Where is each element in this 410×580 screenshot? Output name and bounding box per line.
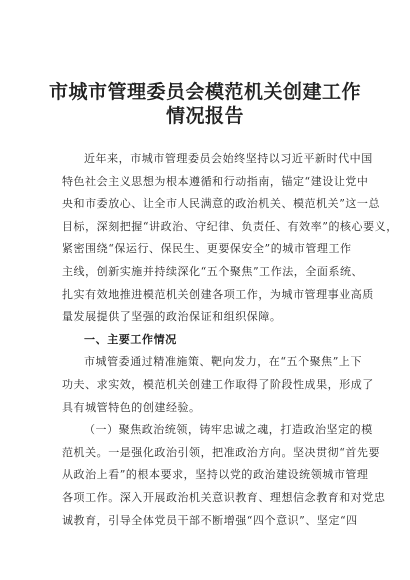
document-body	[62, 148, 398, 532]
body-line: 市城管委通过精准施策、靶向发力，在“五个聚焦”上下	[84, 355, 362, 369]
document-title-line-2: 情况报告	[165, 105, 244, 127]
body-line: 具有城管特色的创建经验。	[62, 400, 201, 414]
subsection-line: （一）聚焦政治统领，铸牢忠诚之魂，打造政治坚定的模	[84, 423, 373, 437]
document-title-line-1: 市城市管理委员会模范机关创建工作	[48, 81, 361, 103]
section-heading: 一、主要工作情况	[84, 332, 177, 346]
body-line: 量发展提供了坚强的政治保证和组织保障。	[62, 310, 282, 324]
body-line: 各项工作。深入开展政治机关意识教育、理想信念教育和对党忠	[62, 490, 386, 504]
body-line: 近年来，市城市管理委员会始终坚持以习近平新时代中国	[84, 152, 373, 165]
body-line: 目标，深刻把握“讲政治、守纪律、负责任、有效率”的核心要义，	[62, 219, 398, 233]
body-line: 央和市委放心、让全市人民满意的政治机关、模范机关”这一总	[62, 197, 381, 211]
body-line: 特色社会主义思想为根本遵循和行动指南，锚定“建设让党中	[62, 174, 369, 188]
body-line: 诚教育，引导全体党员干部不断增强“四个意识”、坚定“四	[62, 513, 358, 527]
body-line: 从政治上看”的根本要求，坚持以党的政治建设统领城市管理	[62, 468, 369, 482]
body-line: 功夫、求实效，模范机关创建工作取得了阶段性成果，形成了	[62, 377, 374, 391]
body-line: 紧密围绕“保运行、保民生、更要保安全”的城市管理工作	[62, 242, 352, 256]
body-line: 范机关。一是强化政治引领，把准政治方向。坚决贯彻“首先要	[62, 445, 381, 459]
body-line: 扎实有效地推进模范机关创建各项工作，为城市管理事业高质	[62, 287, 374, 301]
body-line: 主线，创新实施并持续深化“五个聚焦”工作法，全面系统、	[62, 264, 364, 278]
